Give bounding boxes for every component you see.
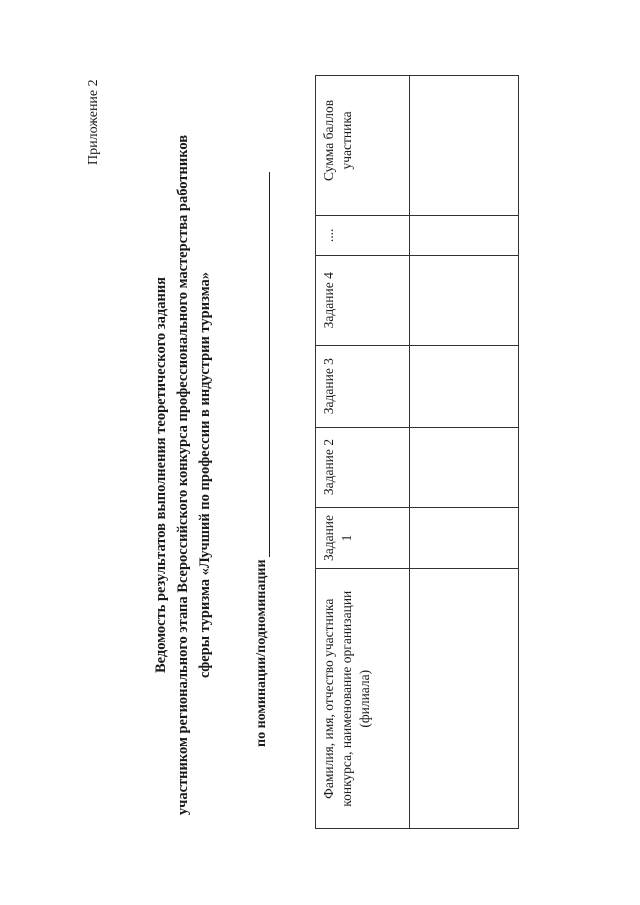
header-task-1: Задание 1 bbox=[316, 507, 410, 569]
header-ellipsis: .... bbox=[316, 215, 410, 255]
empty-cell bbox=[410, 569, 519, 829]
header-task-2: Задание 2 bbox=[316, 427, 410, 507]
nomination-label: по номинации/подноминации bbox=[254, 559, 269, 747]
results-table bbox=[315, 75, 519, 829]
nomination-line bbox=[254, 172, 270, 747]
header-task-4: Задание 4 bbox=[316, 255, 410, 345]
document-title bbox=[150, 95, 216, 855]
empty-cell bbox=[410, 427, 519, 507]
empty-cell bbox=[410, 76, 519, 216]
nomination-blank bbox=[268, 172, 270, 557]
title-line-3: сферы туризма «Лучший по профессии в индустрии туризма» bbox=[197, 272, 213, 678]
appendix-label: Приложение 2 bbox=[86, 79, 101, 165]
title-line-2: участником регионального этапа Всероссийского конкурса профессионального мастерства работников bbox=[175, 134, 191, 816]
empty-cell bbox=[410, 345, 519, 427]
header-total: Сумма баллов участника bbox=[316, 76, 410, 216]
empty-cell bbox=[410, 507, 519, 569]
table-row bbox=[410, 76, 519, 829]
header-participant: Фамилия, имя, отчество участника конкурса, наименование организации (филиала) bbox=[316, 569, 410, 829]
empty-cell bbox=[410, 215, 519, 255]
title-line-1: Ведомость результатов выполнения теоретического задания bbox=[153, 276, 169, 674]
empty-cell bbox=[410, 255, 519, 345]
table-header-row bbox=[316, 76, 410, 829]
header-task-3: Задание 3 bbox=[316, 345, 410, 427]
